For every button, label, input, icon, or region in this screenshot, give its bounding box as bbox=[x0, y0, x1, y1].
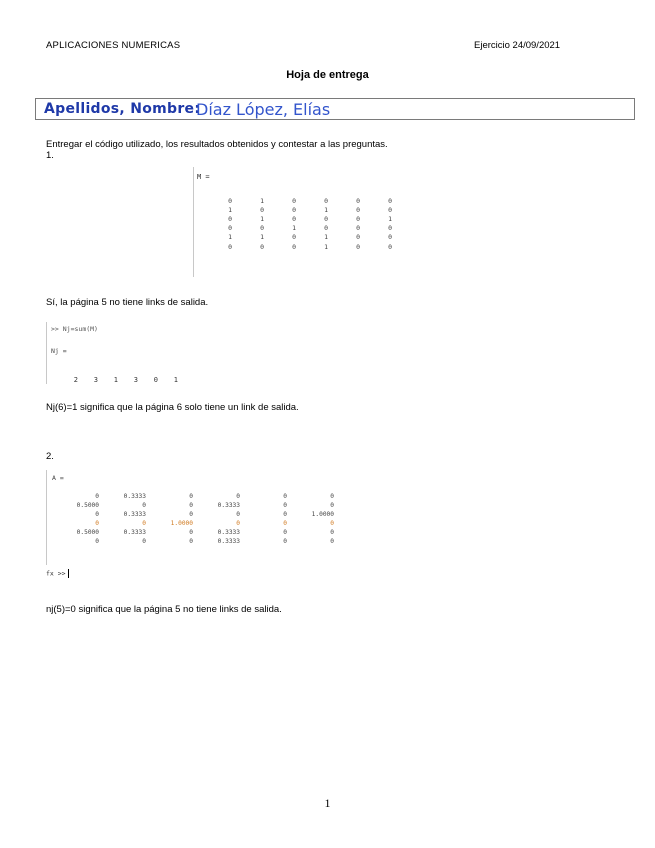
matrix-row bbox=[52, 519, 334, 528]
matrix-cell: 0 bbox=[356, 242, 360, 251]
matrix-cell: 0.5000 bbox=[76, 502, 99, 509]
matrix-cell: 1 bbox=[324, 233, 328, 242]
matrix-cell: 0.3333 bbox=[217, 538, 240, 545]
matrix-cell: 0.3333 bbox=[217, 502, 240, 509]
matrix-cell: 1 bbox=[260, 233, 264, 242]
command-line bbox=[51, 325, 98, 333]
matrix-cell: 0 bbox=[292, 196, 296, 205]
instructions: Entregar el código utilizado, los resultados obtenidos y contestar a las preguntas. bbox=[46, 139, 388, 150]
matrix-cell: 0 bbox=[292, 242, 296, 251]
matrix-cell: 0 bbox=[228, 224, 232, 233]
matrix-a-label: A = bbox=[52, 474, 64, 482]
matrix-cell: 0 bbox=[388, 196, 392, 205]
nj-value: 1 bbox=[173, 376, 178, 384]
matrix-cell: 0 bbox=[330, 520, 334, 527]
matrix-cell: 0 bbox=[236, 493, 240, 500]
matrix-cell: 1 bbox=[228, 233, 232, 242]
matrix-row bbox=[200, 224, 392, 233]
matrix-row bbox=[200, 214, 392, 223]
matrix-cell: 0 bbox=[283, 529, 287, 536]
matrix-cell: 0 bbox=[356, 205, 360, 214]
matrix-cell: 0 bbox=[356, 233, 360, 242]
question-2-number: 2. bbox=[46, 451, 54, 462]
matrix-cell: 0 bbox=[189, 529, 193, 536]
matrix-cell: 1 bbox=[260, 196, 264, 205]
matrix-m bbox=[200, 196, 392, 251]
nj-value: 1 bbox=[113, 376, 118, 384]
matrix-cell: 0 bbox=[228, 214, 232, 223]
matrix-cell: 1 bbox=[228, 205, 232, 214]
nj-value: 2 bbox=[73, 376, 78, 384]
matrix-cell: 0 bbox=[95, 538, 99, 545]
nj-values bbox=[58, 367, 178, 386]
matrix-cell: 0 bbox=[142, 502, 146, 509]
matrix-cell: 1.0000 bbox=[311, 511, 334, 518]
matrix-cell: 0 bbox=[189, 493, 193, 500]
matrix-cell: 0 bbox=[283, 493, 287, 500]
matrix-cell: 1 bbox=[388, 214, 392, 223]
matrix-cell: 0.3333 bbox=[123, 529, 146, 536]
page-title: Hoja de entrega bbox=[286, 69, 369, 81]
matrix-cell: 0 bbox=[356, 214, 360, 223]
command-prompt: fx >> bbox=[46, 569, 69, 578]
nj-value: 3 bbox=[133, 376, 138, 384]
answer-3: nj(5)=0 significa que la página 5 no tiene links de salida. bbox=[46, 604, 282, 615]
matrix-cell: 0 bbox=[388, 205, 392, 214]
matrix-cell: 0 bbox=[330, 502, 334, 509]
name-field bbox=[35, 98, 635, 120]
code-output-border bbox=[46, 470, 47, 565]
matrix-row bbox=[200, 242, 392, 251]
command-text: Nj=sum(M) bbox=[62, 325, 98, 333]
matrix-cell: 0 bbox=[236, 511, 240, 518]
matrix-row bbox=[52, 528, 334, 537]
matrix-cell: 0 bbox=[283, 520, 287, 527]
matrix-cell: 0 bbox=[142, 538, 146, 545]
matrix-cell: 0 bbox=[228, 242, 232, 251]
matrix-cell: 0 bbox=[283, 511, 287, 518]
matrix-row bbox=[52, 492, 334, 501]
code-output-border bbox=[193, 167, 194, 277]
matrix-row bbox=[200, 205, 392, 214]
matrix-cell: 1 bbox=[260, 214, 264, 223]
matrix-cell: 0 bbox=[292, 214, 296, 223]
matrix-row bbox=[52, 510, 334, 519]
matrix-cell: 0 bbox=[356, 196, 360, 205]
matrix-cell: 1 bbox=[292, 224, 296, 233]
name-label: Apellidos, Nombre: bbox=[44, 101, 201, 117]
matrix-row bbox=[200, 233, 392, 242]
matrix-cell: 0 bbox=[260, 205, 264, 214]
matrix-cell: 0 bbox=[228, 196, 232, 205]
answer-2: Nj(6)=1 significa que la página 6 solo tiene un link de salida. bbox=[46, 402, 299, 413]
cursor bbox=[68, 569, 69, 578]
matrix-cell: 0 bbox=[260, 224, 264, 233]
matrix-cell: 0 bbox=[142, 520, 146, 527]
matrix-cell: 0 bbox=[95, 520, 99, 527]
matrix-cell: 0 bbox=[283, 502, 287, 509]
matrix-cell: 1 bbox=[324, 242, 328, 251]
matrix-cell: 0 bbox=[189, 511, 193, 518]
matrix-cell: 0 bbox=[356, 224, 360, 233]
matrix-row bbox=[52, 501, 334, 510]
matrix-cell: 0 bbox=[388, 242, 392, 251]
matrix-cell: 0 bbox=[189, 502, 193, 509]
matrix-cell: 0 bbox=[330, 493, 334, 500]
matrix-cell: 0.5000 bbox=[76, 529, 99, 536]
matrix-cell: 0.3333 bbox=[123, 511, 146, 518]
page-number: 1 bbox=[324, 796, 331, 810]
nj-value: 3 bbox=[93, 376, 98, 384]
matrix-cell: 0 bbox=[388, 224, 392, 233]
matrix-cell: 0 bbox=[324, 214, 328, 223]
matrix-cell: 1.0000 bbox=[170, 520, 193, 527]
matrix-cell: 0 bbox=[189, 538, 193, 545]
matrix-cell: 0 bbox=[283, 538, 287, 545]
matrix-cell: 0.3333 bbox=[217, 529, 240, 536]
matrix-cell: 0 bbox=[292, 233, 296, 242]
nj-value: 0 bbox=[153, 376, 158, 384]
matrix-cell: 0 bbox=[292, 205, 296, 214]
name-value: Díaz López, Elías bbox=[196, 100, 331, 119]
matrix-cell: 0 bbox=[330, 529, 334, 536]
nj-label: Nj = bbox=[51, 347, 67, 355]
matrix-cell: 0 bbox=[330, 538, 334, 545]
matrix-cell: 1 bbox=[324, 205, 328, 214]
matrix-cell: 0 bbox=[236, 520, 240, 527]
code-output-border bbox=[46, 322, 47, 384]
matrix-row bbox=[200, 196, 392, 205]
answer-1: Sí, la página 5 no tiene links de salida. bbox=[46, 297, 209, 308]
matrix-m-label: M = bbox=[197, 173, 210, 181]
command-prompt: >> bbox=[51, 325, 59, 333]
matrix-a bbox=[52, 492, 334, 546]
header-course: APLICACIONES NUMERICAS bbox=[46, 40, 181, 51]
matrix-cell: 0 bbox=[260, 242, 264, 251]
question-1-number: 1. bbox=[46, 150, 54, 161]
matrix-cell: 0.3333 bbox=[123, 493, 146, 500]
matrix-row bbox=[52, 537, 334, 546]
matrix-cell: 0 bbox=[324, 196, 328, 205]
matrix-cell: 0 bbox=[324, 224, 328, 233]
matrix-cell: 0 bbox=[95, 493, 99, 500]
matrix-cell: 0 bbox=[95, 511, 99, 518]
header-exercise-date: Ejercicio 24/09/2021 bbox=[474, 40, 561, 51]
matrix-cell: 0 bbox=[388, 233, 392, 242]
